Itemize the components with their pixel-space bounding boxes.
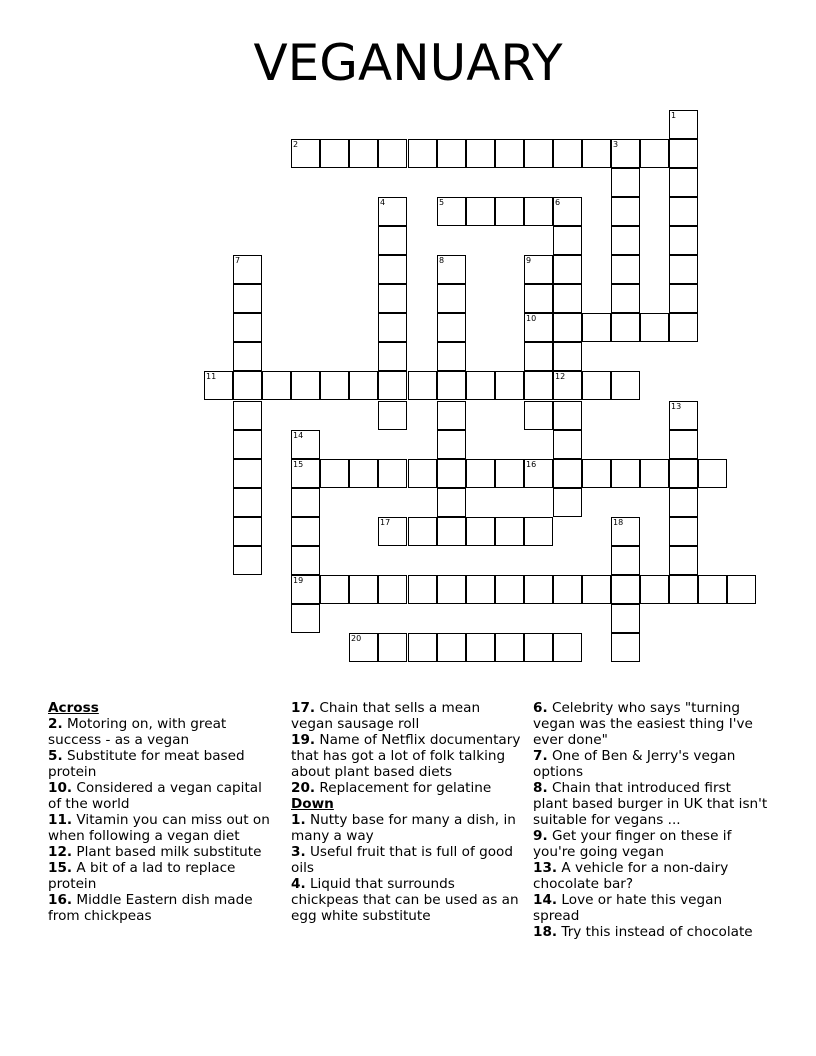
clues-column-2 [291,700,523,924]
grid-cell[interactable] [553,575,582,604]
grid-cell[interactable] [233,401,262,430]
grid-cell[interactable] [466,197,495,226]
clue [533,748,769,780]
grid-cell[interactable] [495,139,524,168]
grid-cell[interactable] [611,255,640,284]
clue [291,876,523,924]
clue-number: 14. [533,892,558,908]
clue [48,780,278,812]
clue-number: 1. [291,812,306,828]
grid-cell[interactable] [582,313,611,342]
grid-cell[interactable] [437,488,466,517]
grid-cell[interactable] [378,284,407,313]
grid-cell[interactable] [291,575,320,604]
cell-number: 3 [613,140,619,149]
grid-cell[interactable] [669,517,698,546]
grid-cell[interactable] [378,575,407,604]
grid-cell[interactable] [669,401,698,430]
grid-cell[interactable] [611,633,640,662]
grid-cell[interactable] [437,401,466,430]
clue [291,780,523,796]
clue-number: 17. [291,700,316,716]
grid-cell[interactable] [408,371,437,400]
grid-cell[interactable] [727,575,756,604]
grid-cell[interactable] [524,371,553,400]
clue [48,892,278,924]
grid-cell[interactable] [408,633,437,662]
grid-cell[interactable] [495,633,524,662]
grid-cell[interactable] [466,575,495,604]
grid-cell[interactable] [669,255,698,284]
cell-number: 10 [526,314,537,323]
grid-cell[interactable] [611,517,640,546]
grid-cell[interactable] [611,226,640,255]
grid-cell[interactable] [495,517,524,546]
grid-cell[interactable] [437,575,466,604]
grid-cell[interactable] [669,459,698,488]
clue-number: 5. [48,748,63,764]
cell-number: 6 [555,198,561,207]
grid-cell[interactable] [524,313,553,342]
grid-cell[interactable] [378,401,407,430]
grid-cell[interactable] [437,517,466,546]
grid-cell[interactable] [262,371,291,400]
grid-cell[interactable] [582,139,611,168]
grid-cell[interactable] [233,430,262,459]
grid-cell[interactable] [378,633,407,662]
clue-text: One of Ben & Jerry's vegan options [533,748,736,780]
grid-cell[interactable] [437,633,466,662]
grid-cell[interactable] [378,226,407,255]
grid-cell[interactable] [582,459,611,488]
grid-cell[interactable] [378,517,407,546]
grid-cell[interactable] [553,226,582,255]
across-clues-part2 [291,700,523,796]
grid-cell[interactable] [349,139,378,168]
clue-text: Motoring on, with great success - as a vegan [48,716,227,748]
grid-cell[interactable] [669,488,698,517]
grid-cell[interactable] [524,342,553,371]
grid-cell[interactable] [611,371,640,400]
grid-cell[interactable] [437,255,466,284]
grid-cell[interactable] [611,168,640,197]
clue-text: Try this instead of chocolate [557,924,753,940]
grid-cell[interactable] [669,168,698,197]
grid-cell[interactable] [669,110,698,139]
grid-cell[interactable] [669,313,698,342]
across-clues-part1 [48,716,278,924]
clue [533,892,769,924]
grid-cell[interactable] [233,371,262,400]
clue-number: 11. [48,812,73,828]
grid-cell[interactable] [495,575,524,604]
clue-text: Chain that sells a mean vegan sausage roll [291,700,481,732]
clue-number: 18. [533,924,558,940]
clues-column-1 [48,700,278,924]
grid-cell[interactable] [233,517,262,546]
clue-text: A bit of a lad to replace protein [48,860,236,892]
grid-cell[interactable] [611,139,640,168]
grid-cell[interactable] [611,313,640,342]
grid-cell[interactable] [466,139,495,168]
grid-cell[interactable] [495,197,524,226]
grid-cell[interactable] [291,459,320,488]
grid-cell[interactable] [524,139,553,168]
grid-cell[interactable] [495,459,524,488]
down-clues-part1 [291,812,523,924]
grid-cell[interactable] [553,313,582,342]
cell-number: 2 [293,140,299,149]
cell-number: 13 [671,402,682,411]
clues-column-3 [533,700,769,940]
grid-cell[interactable] [466,517,495,546]
grid-cell[interactable] [291,488,320,517]
grid-cell[interactable] [640,313,669,342]
grid-cell[interactable] [553,139,582,168]
grid-cell[interactable] [553,633,582,662]
grid-cell[interactable] [553,488,582,517]
grid-cell[interactable] [553,284,582,313]
clue-number: 13. [533,860,558,876]
grid-cell[interactable] [524,459,553,488]
grid-cell[interactable] [320,459,349,488]
grid-cell[interactable] [669,575,698,604]
grid-cell[interactable] [466,459,495,488]
grid-cell[interactable] [640,139,669,168]
clue-text: Substitute for meat based protein [48,748,245,780]
cell-number: 16 [526,460,537,469]
clue-text: Considered a vegan capital of the world [48,780,262,812]
clue-number: 9. [533,828,548,844]
cell-number: 7 [235,256,241,265]
cell-number: 19 [293,576,304,585]
clue-number: 6. [533,700,548,716]
clue [48,716,278,748]
grid-cell[interactable] [553,255,582,284]
grid-cell[interactable] [378,342,407,371]
grid-cell[interactable] [437,197,466,226]
down-clues-part2 [533,700,769,940]
cell-number: 15 [293,460,304,469]
clue-text: Plant based milk substitute [72,844,262,860]
cell-number: 17 [380,518,391,527]
clue-text: Useful fruit that is full of good oils [291,844,513,876]
grid-cell[interactable] [291,371,320,400]
clue-number: 3. [291,844,306,860]
grid-cell[interactable] [437,313,466,342]
grid-cell[interactable] [669,284,698,313]
grid-cell[interactable] [437,371,466,400]
clue-text: Love or hate this vegan spread [533,892,723,924]
grid-cell[interactable] [320,139,349,168]
grid-cell[interactable] [669,226,698,255]
grid-cell[interactable] [378,197,407,226]
grid-cell[interactable] [349,459,378,488]
clue-text: Chain that introduced first plant based burger in UK that isn't suitable for vegans ... [533,780,768,828]
clue [48,812,278,844]
across-heading: Across [48,700,99,716]
clue [533,780,769,828]
clue [533,828,769,860]
grid-cell[interactable] [378,459,407,488]
cell-number: 14 [293,431,304,440]
clue-text: Celebrity who says "turning vegan was the easiest thing I've ever done" [533,700,753,748]
grid-cell[interactable] [349,371,378,400]
grid-cell[interactable] [524,575,553,604]
cell-number: 4 [380,198,386,207]
cell-number: 20 [351,634,362,643]
grid-cell[interactable] [437,430,466,459]
grid-cell[interactable] [640,459,669,488]
clue-text: Get your finger on these if you're going vegan [533,828,732,860]
grid-cell[interactable] [291,517,320,546]
clue-text: A vehicle for a non-dairy chocolate bar? [533,860,729,892]
grid-cell[interactable] [349,575,378,604]
cell-number: 5 [439,198,445,207]
clue [291,700,523,732]
grid-cell[interactable] [378,139,407,168]
grid-cell[interactable] [408,459,437,488]
grid-cell[interactable] [408,517,437,546]
grid-cell[interactable] [437,284,466,313]
grid-cell[interactable] [524,517,553,546]
grid-cell[interactable] [408,139,437,168]
grid-cell[interactable] [553,342,582,371]
cell-number: 8 [439,256,445,265]
clue [533,924,769,940]
cell-number: 9 [526,256,532,265]
grid-cell[interactable] [320,371,349,400]
clue-number: 8. [533,780,548,796]
clue-number: 16. [48,892,73,908]
grid-cell[interactable] [466,371,495,400]
clue [48,844,278,860]
clue-number: 15. [48,860,73,876]
cell-number: 11 [206,372,217,381]
grid-cell[interactable] [553,197,582,226]
clue-text: Name of Netflix documentary that has got a lot of folk talking about plant based diets [291,732,521,780]
grid-cell[interactable] [291,604,320,633]
grid-cell[interactable] [378,313,407,342]
clue-text: Middle Eastern dish made from chickpeas [48,892,253,924]
grid-cell[interactable] [669,139,698,168]
grid-cell[interactable] [408,575,437,604]
grid-cell[interactable] [611,459,640,488]
grid-cell[interactable] [611,575,640,604]
grid-cell[interactable] [669,197,698,226]
grid-cell[interactable] [698,575,727,604]
grid-cell[interactable] [495,371,524,400]
grid-cell[interactable] [233,342,262,371]
grid-cell[interactable] [553,430,582,459]
grid-cell[interactable] [524,401,553,430]
down-heading: Down [291,796,334,812]
grid-cell[interactable] [291,139,320,168]
clue [291,844,523,876]
grid-cell[interactable] [669,546,698,575]
clue [291,812,523,844]
grid-cell[interactable] [233,284,262,313]
grid-cell[interactable] [669,430,698,459]
clue [291,732,523,780]
grid-cell[interactable] [320,575,349,604]
grid-cell[interactable] [582,575,611,604]
grid-cell[interactable] [349,633,378,662]
grid-cell[interactable] [524,197,553,226]
cell-number: 1 [671,111,677,120]
puzzle-title: VEGANUARY [253,34,563,92]
cell-number: 18 [613,518,624,527]
grid-cell[interactable] [204,371,233,400]
grid-cell[interactable] [437,342,466,371]
grid-cell[interactable] [233,488,262,517]
clue-text: Liquid that surrounds chickpeas that can be used as an egg white substitute [291,876,519,924]
grid-cell[interactable] [233,546,262,575]
grid-cell[interactable] [291,430,320,459]
grid-cell[interactable] [553,401,582,430]
clue [533,860,769,892]
grid-cell[interactable] [640,575,669,604]
clue-text: Vitamin you can miss out on when following a vegan diet [48,812,270,844]
grid-cell[interactable] [698,459,727,488]
grid-cell[interactable] [524,633,553,662]
clue-number: 12. [48,844,73,860]
clue [533,700,769,748]
grid-cell[interactable] [437,459,466,488]
clue-number: 4. [291,876,306,892]
clue-number: 2. [48,716,63,732]
grid-cell[interactable] [466,633,495,662]
grid-cell[interactable] [524,255,553,284]
clue-number: 19. [291,732,316,748]
grid-cell[interactable] [378,371,407,400]
clue [48,748,278,780]
cell-number: 12 [555,372,566,381]
grid-cell[interactable] [611,604,640,633]
grid-cell[interactable] [233,313,262,342]
grid-cell[interactable] [524,284,553,313]
clue-text: Replacement for gelatine [315,780,492,796]
grid-cell[interactable] [378,255,407,284]
grid-cell[interactable] [437,139,466,168]
clue-number: 20. [291,780,316,796]
grid-cell[interactable] [611,197,640,226]
grid-cell[interactable] [553,459,582,488]
clue [48,860,278,892]
grid-cell[interactable] [233,255,262,284]
clue-number: 10. [48,780,73,796]
grid-cell[interactable] [291,546,320,575]
grid-cell[interactable] [611,284,640,313]
clue-text: Nutty base for many a dish, in many a way [291,812,516,844]
grid-cell[interactable] [611,546,640,575]
clue-number: 7. [533,748,548,764]
grid-cell[interactable] [233,459,262,488]
grid-cell[interactable] [553,371,582,400]
grid-cell[interactable] [582,371,611,400]
